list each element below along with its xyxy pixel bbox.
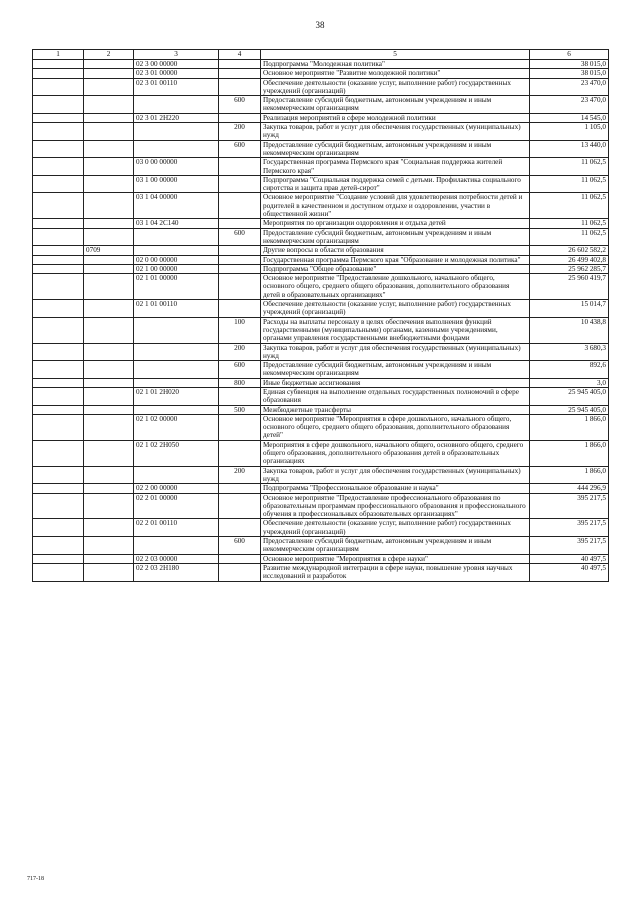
table-row <box>33 78 609 96</box>
target-article-cell: 02 2 01 00000 <box>134 493 219 519</box>
subsection-cell <box>84 255 134 264</box>
table-row <box>33 193 609 219</box>
column-header: 6 <box>530 50 609 60</box>
subsection-cell <box>84 317 134 343</box>
description-cell: Государственная программа Пермского края "Образование и молодежная политика" <box>261 255 530 264</box>
description-cell: Предоставление субсидий бюджетным, автономным учреждениям и иным некоммерческим организациям <box>261 140 530 158</box>
expense-type-cell <box>219 264 261 273</box>
amount-cell: 38 015,0 <box>530 69 609 78</box>
target-article-cell: 02 1 02 00000 <box>134 414 219 440</box>
section-cell <box>33 255 84 264</box>
amount-cell: 25 962 285,7 <box>530 264 609 273</box>
expense-type-cell: 100 <box>219 317 261 343</box>
target-article-cell <box>134 466 219 484</box>
subsection-cell <box>84 193 134 219</box>
section-cell <box>33 519 84 537</box>
expense-type-cell: 600 <box>219 96 261 114</box>
subsection-cell <box>84 537 134 555</box>
description-cell: Подпрограмма "Общее образование" <box>261 264 530 273</box>
subsection-cell <box>84 405 134 414</box>
expense-type-cell <box>219 300 261 318</box>
table-row <box>33 414 609 440</box>
amount-cell: 11 062,5 <box>530 219 609 228</box>
table-row <box>33 563 609 581</box>
expense-type-cell <box>219 440 261 466</box>
target-article-cell <box>134 405 219 414</box>
amount-cell: 3 680,3 <box>530 343 609 361</box>
amount-cell: 23 470,0 <box>530 78 609 96</box>
section-cell <box>33 96 84 114</box>
expense-type-cell: 500 <box>219 405 261 414</box>
subsection-cell <box>84 113 134 122</box>
expense-type-cell <box>219 493 261 519</box>
table-row <box>33 140 609 158</box>
expense-type-cell: 200 <box>219 466 261 484</box>
page-number: 38 <box>315 20 325 30</box>
section-cell <box>33 493 84 519</box>
target-article-cell <box>134 361 219 379</box>
target-article-cell: 02 1 01 2Н020 <box>134 387 219 405</box>
target-article-cell: 03 1 04 00000 <box>134 193 219 219</box>
subsection-cell <box>84 60 134 69</box>
table-row <box>33 158 609 176</box>
subsection-cell <box>84 466 134 484</box>
amount-cell: 40 497,5 <box>530 563 609 581</box>
column-header: 1 <box>33 50 84 60</box>
amount-cell: 25 945 405,0 <box>530 387 609 405</box>
section-cell <box>33 414 84 440</box>
amount-cell: 892,6 <box>530 361 609 379</box>
amount-cell: 14 545,0 <box>530 113 609 122</box>
amount-cell: 15 014,7 <box>530 300 609 318</box>
description-cell: Предоставление субсидий бюджетным, автономным учреждениям и иным некоммерческим организациям <box>261 361 530 379</box>
description-cell: Обеспечение деятельности (оказание услуг, выполнение работ) государственных учреждений (организаций) <box>261 519 530 537</box>
subsection-cell <box>84 96 134 114</box>
expense-type-cell <box>219 246 261 255</box>
table-header-row <box>33 50 609 60</box>
expense-type-cell: 800 <box>219 378 261 387</box>
subsection-cell <box>84 69 134 78</box>
description-cell: Межбюджетные трансферты <box>261 405 530 414</box>
subsection-cell <box>84 140 134 158</box>
expense-type-cell <box>219 69 261 78</box>
description-cell: Предоставление субсидий бюджетным, автономным учреждениям и иным некоммерческим организациям <box>261 228 530 246</box>
description-cell: Закупка товаров, работ и услуг для обеспечения государственных (муниципальных) нужд <box>261 123 530 141</box>
expense-type-cell <box>219 519 261 537</box>
target-article-cell: 02 2 03 00000 <box>134 554 219 563</box>
table-row <box>33 343 609 361</box>
description-cell: Обеспечение деятельности (оказание услуг, выполнение работ) государственных учреждений (организаций) <box>261 300 530 318</box>
target-article-cell <box>134 140 219 158</box>
section-cell <box>33 140 84 158</box>
section-cell <box>33 264 84 273</box>
description-cell: Подпрограмма "Социальная поддержка семей с детьми. Профилактика социального сиротства и защита прав детей-сирот" <box>261 175 530 193</box>
expense-type-cell <box>219 78 261 96</box>
expense-type-cell <box>219 60 261 69</box>
target-article-cell: 02 3 01 00110 <box>134 78 219 96</box>
table-row <box>33 123 609 141</box>
section-cell <box>33 274 84 300</box>
description-cell: Основное мероприятие "Предоставление профессионального образования по образовательным программам профессионального образования и профессионального обучения в профессиональных образовательных организациях" <box>261 493 530 519</box>
target-article-cell: 02 1 01 00110 <box>134 300 219 318</box>
amount-cell: 395 217,5 <box>530 493 609 519</box>
section-cell <box>33 466 84 484</box>
target-article-cell <box>134 246 219 255</box>
table-row <box>33 175 609 193</box>
table-row <box>33 246 609 255</box>
subsection-cell <box>84 158 134 176</box>
description-cell: Развитие международной интеграции в сфере науки, повышение уровня научных исследований и разработок <box>261 563 530 581</box>
section-cell <box>33 378 84 387</box>
amount-cell: 11 062,5 <box>530 158 609 176</box>
amount-cell: 395 217,5 <box>530 537 609 555</box>
description-cell: Предоставление субсидий бюджетным, автономным учреждениям и иным некоммерческим организациям <box>261 96 530 114</box>
table-row <box>33 69 609 78</box>
description-cell: Мероприятия в сфере дошкольного, начального общего, основного общего, среднего общего образования, дополнительного образования детей в образовательных организациях <box>261 440 530 466</box>
subsection-cell <box>84 274 134 300</box>
amount-cell: 25 960 419,7 <box>530 274 609 300</box>
target-article-cell <box>134 228 219 246</box>
amount-cell: 1 866,0 <box>530 466 609 484</box>
section-cell <box>33 343 84 361</box>
target-article-cell: 02 2 00 00000 <box>134 484 219 493</box>
table-row <box>33 440 609 466</box>
section-cell <box>33 387 84 405</box>
section-cell <box>33 537 84 555</box>
table-row <box>33 274 609 300</box>
table-row <box>33 228 609 246</box>
table-row <box>33 96 609 114</box>
section-cell <box>33 60 84 69</box>
table-row <box>33 537 609 555</box>
amount-cell: 26 499 402,8 <box>530 255 609 264</box>
amount-cell: 11 062,5 <box>530 175 609 193</box>
subsection-cell <box>84 493 134 519</box>
expense-type-cell: 200 <box>219 343 261 361</box>
description-cell: Единая субвенция на выполнение отдельных государственных полномочий в сфере образования <box>261 387 530 405</box>
target-article-cell <box>134 378 219 387</box>
table-row <box>33 519 609 537</box>
description-cell: Другие вопросы в области образования <box>261 246 530 255</box>
amount-cell: 38 015,0 <box>530 60 609 69</box>
amount-cell: 25 945 405,0 <box>530 405 609 414</box>
table-row <box>33 484 609 493</box>
amount-cell: 26 602 582,2 <box>530 246 609 255</box>
section-cell <box>33 158 84 176</box>
description-cell: Подпрограмма "Профессиональное образование и наука" <box>261 484 530 493</box>
amount-cell: 11 062,5 <box>530 228 609 246</box>
subsection-cell: 0709 <box>84 246 134 255</box>
section-cell <box>33 246 84 255</box>
amount-cell: 444 296,9 <box>530 484 609 493</box>
table-row <box>33 113 609 122</box>
subsection-cell <box>84 440 134 466</box>
target-article-cell: 02 3 01 00000 <box>134 69 219 78</box>
amount-cell: 23 470,0 <box>530 96 609 114</box>
amount-cell: 3,0 <box>530 378 609 387</box>
target-article-cell: 03 0 00 00000 <box>134 158 219 176</box>
expense-type-cell: 600 <box>219 537 261 555</box>
subsection-cell <box>84 519 134 537</box>
amount-cell: 1 866,0 <box>530 414 609 440</box>
subsection-cell <box>84 219 134 228</box>
table-row <box>33 493 609 519</box>
subsection-cell <box>84 361 134 379</box>
description-cell: Реализация мероприятий в сфере молодежной политики <box>261 113 530 122</box>
description-cell: Мероприятия по организации оздоровления и отдыха детей <box>261 219 530 228</box>
expense-type-cell <box>219 193 261 219</box>
table-row <box>33 387 609 405</box>
section-cell <box>33 361 84 379</box>
description-cell: Расходы на выплаты персоналу в целях обеспечения выполнения функций государственными (муниципальными) органами, казенными учреждениями, органами управления государственными внебюджетными фондами <box>261 317 530 343</box>
expense-type-cell: 600 <box>219 140 261 158</box>
target-article-cell <box>134 317 219 343</box>
amount-cell: 40 497,5 <box>530 554 609 563</box>
subsection-cell <box>84 378 134 387</box>
target-article-cell: 02 3 00 00000 <box>134 60 219 69</box>
description-cell: Закупка товаров, работ и услуг для обеспечения государственных (муниципальных) нужд <box>261 343 530 361</box>
description-cell: Иные бюджетные ассигнования <box>261 378 530 387</box>
target-article-cell: 02 0 00 00000 <box>134 255 219 264</box>
description-cell: Основное мероприятие "Развитие молодежной политики" <box>261 69 530 78</box>
expense-type-cell <box>219 414 261 440</box>
expense-type-cell <box>219 484 261 493</box>
description-cell: Основное мероприятие "Мероприятия в сфере дошкольного, начального общего, основного общего, среднего общего образования, дополнительного образования детей" <box>261 414 530 440</box>
description-cell: Закупка товаров, работ и услуг для обеспечения государственных (муниципальных) нужд <box>261 466 530 484</box>
column-header: 4 <box>219 50 261 60</box>
description-cell: Основное мероприятие "Предоставление дошкольного, начального общего, основного общего, среднего общего образования, дополнительного образования детей в образовательных организациях" <box>261 274 530 300</box>
amount-cell: 10 438,8 <box>530 317 609 343</box>
section-cell <box>33 175 84 193</box>
section-cell <box>33 484 84 493</box>
table-row <box>33 378 609 387</box>
section-cell <box>33 554 84 563</box>
column-header: 2 <box>84 50 134 60</box>
column-header: 3 <box>134 50 219 60</box>
table-row <box>33 264 609 273</box>
expense-type-cell <box>219 563 261 581</box>
table-row <box>33 219 609 228</box>
section-cell <box>33 113 84 122</box>
budget-table <box>32 49 609 582</box>
expense-type-cell <box>219 387 261 405</box>
target-article-cell: 02 2 01 00110 <box>134 519 219 537</box>
subsection-cell <box>84 484 134 493</box>
description-cell: Государственная программа Пермского края "Социальная поддержка жителей Пермского края" <box>261 158 530 176</box>
section-cell <box>33 405 84 414</box>
document-code: 717-18 <box>27 876 44 882</box>
subsection-cell <box>84 343 134 361</box>
table-row <box>33 554 609 563</box>
section-cell <box>33 440 84 466</box>
section-cell <box>33 563 84 581</box>
section-cell <box>33 228 84 246</box>
expense-type-cell <box>219 554 261 563</box>
table-row <box>33 317 609 343</box>
section-cell <box>33 219 84 228</box>
expense-type-cell <box>219 219 261 228</box>
description-cell: Основное мероприятие "Мероприятия в сфере науки" <box>261 554 530 563</box>
target-article-cell: 03 1 04 2С140 <box>134 219 219 228</box>
expense-type-cell <box>219 255 261 264</box>
expense-type-cell: 200 <box>219 123 261 141</box>
target-article-cell: 02 2 03 2Н180 <box>134 563 219 581</box>
target-article-cell: 03 1 00 00000 <box>134 175 219 193</box>
table-row <box>33 361 609 379</box>
expense-type-cell <box>219 274 261 300</box>
section-cell <box>33 193 84 219</box>
expense-type-cell: 600 <box>219 228 261 246</box>
table-row <box>33 405 609 414</box>
target-article-cell <box>134 343 219 361</box>
subsection-cell <box>84 563 134 581</box>
subsection-cell <box>84 228 134 246</box>
description-cell: Обеспечение деятельности (оказание услуг, выполнение работ) государственных учреждений (организаций) <box>261 78 530 96</box>
target-article-cell: 02 1 01 00000 <box>134 274 219 300</box>
subsection-cell <box>84 554 134 563</box>
section-cell <box>33 78 84 96</box>
table-row <box>33 466 609 484</box>
amount-cell: 395 217,5 <box>530 519 609 537</box>
subsection-cell <box>84 78 134 96</box>
column-header: 5 <box>261 50 530 60</box>
table-row <box>33 60 609 69</box>
target-article-cell: 02 1 00 00000 <box>134 264 219 273</box>
expense-type-cell <box>219 175 261 193</box>
subsection-cell <box>84 175 134 193</box>
expense-type-cell <box>219 113 261 122</box>
amount-cell: 1 866,0 <box>530 440 609 466</box>
table-row <box>33 300 609 318</box>
subsection-cell <box>84 264 134 273</box>
subsection-cell <box>84 387 134 405</box>
target-article-cell <box>134 96 219 114</box>
target-article-cell: 02 1 02 2Н050 <box>134 440 219 466</box>
table-row <box>33 255 609 264</box>
amount-cell: 1 105,0 <box>530 123 609 141</box>
section-cell <box>33 69 84 78</box>
subsection-cell <box>84 300 134 318</box>
target-article-cell <box>134 537 219 555</box>
section-cell <box>33 300 84 318</box>
target-article-cell <box>134 123 219 141</box>
description-cell: Основное мероприятие "Создание условий для удовлетворения потребности детей и родителей в качественном и доступном отдыхе и оздоровлении, участии в общественной жизни" <box>261 193 530 219</box>
subsection-cell <box>84 123 134 141</box>
amount-cell: 11 062,5 <box>530 193 609 219</box>
section-cell <box>33 317 84 343</box>
subsection-cell <box>84 414 134 440</box>
description-cell: Подпрограмма "Молодежная политика" <box>261 60 530 69</box>
expense-type-cell <box>219 158 261 176</box>
section-cell <box>33 123 84 141</box>
description-cell: Предоставление субсидий бюджетным, автономным учреждениям и иным некоммерческим организациям <box>261 537 530 555</box>
expense-type-cell: 600 <box>219 361 261 379</box>
target-article-cell: 02 3 01 2Н220 <box>134 113 219 122</box>
amount-cell: 13 440,0 <box>530 140 609 158</box>
